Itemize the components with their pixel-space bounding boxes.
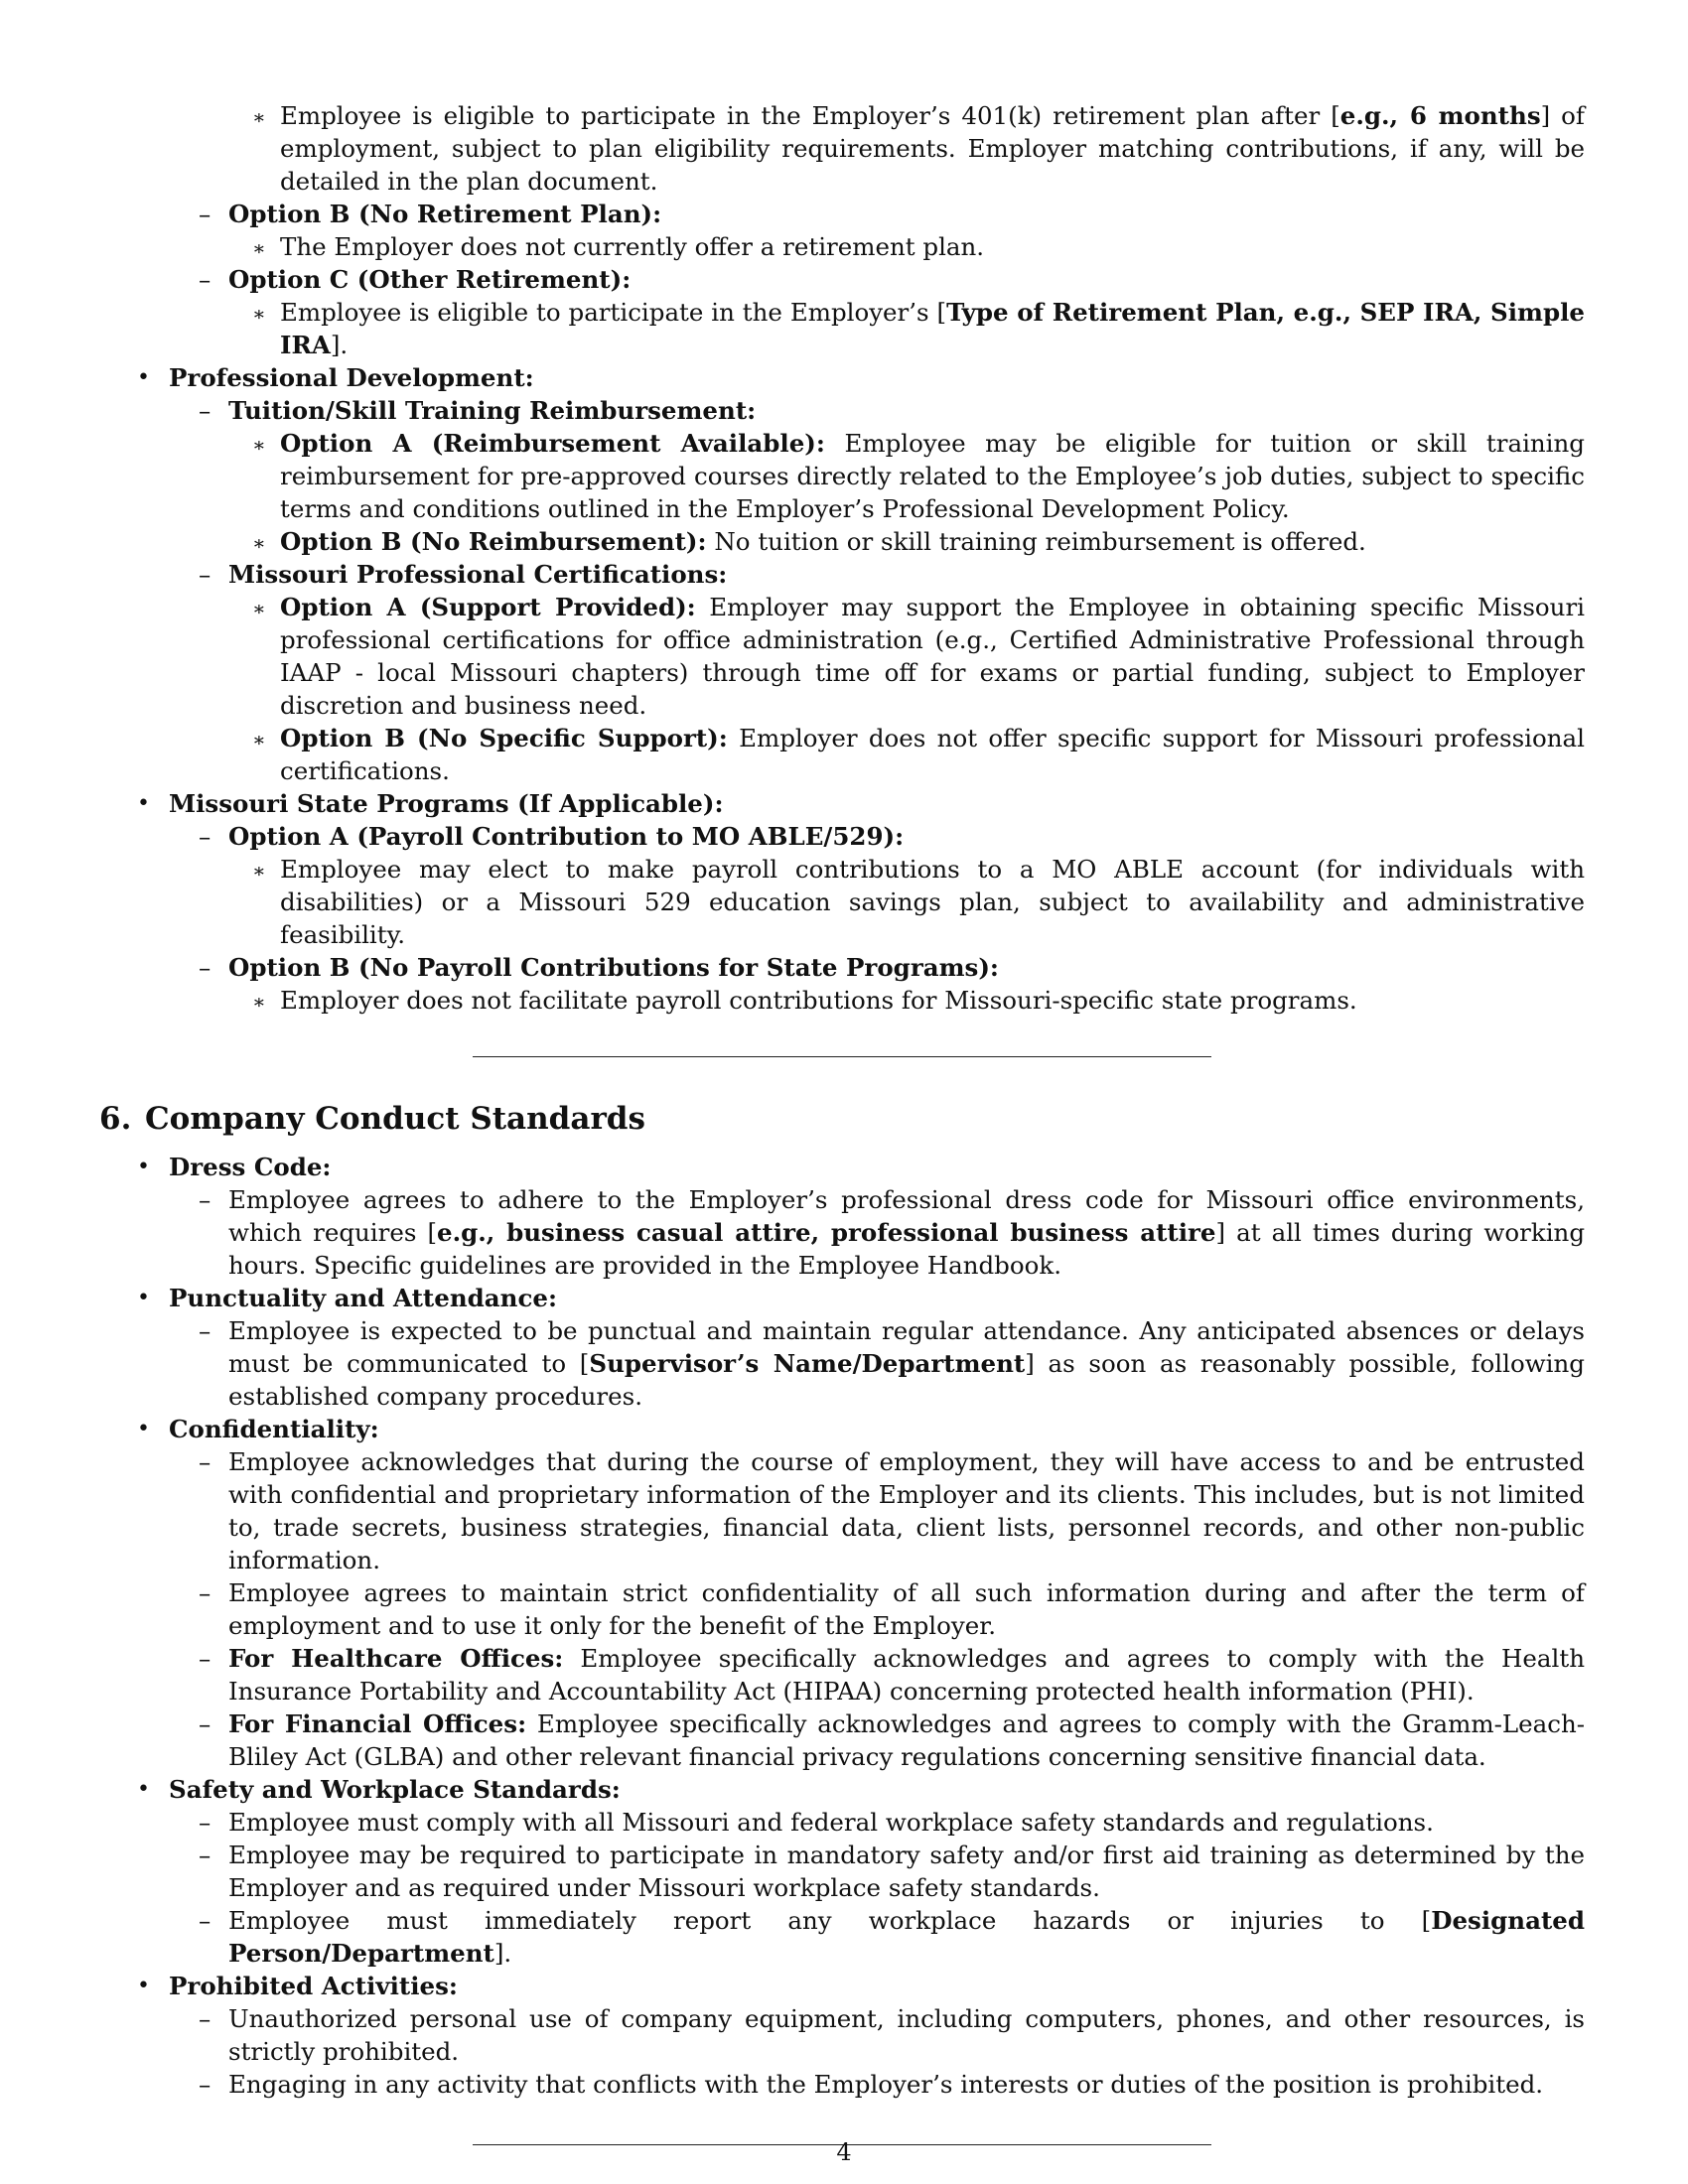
- star-marker: ∗: [252, 531, 266, 555]
- retirement-option-a-item: ∗ Employee is eligible to participate in the Employer’s 401(k) retirement plan after [e.g., 6 months] of employment, subject to plan eligibility requirements. Employer matching contributions, if any, will be detailed in the plan document.: [252, 101, 1585, 196]
- confidentiality-healthcare: – For Healthcare Offices: Employee specifically acknowledges and agrees to comply with the Health Insurance Portability and Accountability Act (HIPAA) concerning protected health information (PHI).: [199, 1644, 1585, 1706]
- dash-marker: –: [199, 2004, 211, 2033]
- retirement-option-b: – Option B (No Retirement Plan):: [199, 200, 662, 228]
- prohibited-item-2: – Engaging in any activity that conflicts with the Employer’s interests or duties of the position is prohibited.: [199, 2070, 1544, 2099]
- bullet-marker: •: [137, 1286, 150, 1310]
- dash-marker: –: [199, 1841, 211, 1869]
- bullet-marker: •: [137, 791, 150, 816]
- missouri-certifications: – Missouri Professional Certifications:: [199, 560, 728, 589]
- confidentiality-financial: – For Financial Offices: Employee specifically acknowledges and agrees to comply with the Gramm-Leach-Bliley Act (GLBA) and other relevant financial privacy regulations concerning sensitive financial data.: [199, 1709, 1586, 1771]
- tuition-reimbursement: – Tuition/Skill Training Reimbursement:: [199, 396, 757, 425]
- star-marker: ∗: [252, 236, 266, 260]
- safety-item-2: – Employee may be required to participate in mandatory safety and/or first aid training as determined by the Employer and as required under Missouri workplace safety standards.: [199, 1841, 1585, 1902]
- confidentiality: • Confidentiality:: [137, 1415, 379, 1443]
- confidentiality-item-2: – Employee agrees to maintain strict confidentiality of all such information during and after the term of employment and to use it only for the benefit of the Employer.: [199, 1578, 1585, 1640]
- confidentiality-item-1: – Employee acknowledges that during the course of employment, they will have access to and be entrusted with confidential and proprietary information of the Employer and its clients. This includes, but is not limited to, trade secrets, business strategies, financial data, client lists, personnel records, and other non-public information.: [199, 1447, 1585, 1574]
- section-title: Company Conduct Standards: [145, 1101, 645, 1137]
- star-marker: ∗: [252, 433, 266, 457]
- dress-code-item: – Employee agrees to adhere to the Employer’s professional dress code for Missouri office environments, which requires [e.g., business casual attire, professional business attire] at all times during working hours. Specific guidelines are provided in the Employee Handbook.: [199, 1185, 1586, 1280]
- dash-marker: –: [199, 1644, 211, 1673]
- retirement-option-c: – Option C (Other Retirement):: [199, 265, 632, 294]
- dash-marker: –: [199, 265, 211, 294]
- bullet-marker: •: [137, 1974, 150, 1998]
- safety-item-1: – Employee must comply with all Missouri and federal workplace safety standards and regulations.: [199, 1808, 1434, 1837]
- dash-marker: –: [199, 1185, 211, 1214]
- star-marker: ∗: [252, 728, 266, 751]
- star-marker: ∗: [252, 990, 266, 1014]
- retirement-option-c-item: ∗ Employee is eligible to participate in the Employer’s [Type of Retirement Plan, e.g., SEP IRA, Simple IRA].: [252, 298, 1585, 359]
- section-number: 6.: [99, 1101, 132, 1137]
- dash-marker: –: [199, 1906, 211, 1935]
- safety-item-3: – Employee must immediately report any workplace hazards or injuries to [Designated Person/Department].: [199, 1906, 1585, 1968]
- bullet-marker: •: [137, 1777, 150, 1802]
- state-programs-option-b: – Option B (No Payroll Contributions for State Programs):: [199, 953, 999, 982]
- punctuality-attendance: • Punctuality and Attendance:: [137, 1284, 557, 1312]
- star-marker: ∗: [252, 105, 266, 129]
- professional-development: • Professional Development:: [137, 363, 534, 392]
- bullet-marker: •: [137, 1417, 150, 1441]
- page-number: 4: [836, 2138, 852, 2166]
- page-content: [99, 99, 1585, 2145]
- certifications-option-b: ∗ Option B (No Specific Support): Employer does not offer specific support for Missouri professional certifications.: [252, 724, 1585, 785]
- dash-marker: –: [199, 1578, 211, 1607]
- missouri-state-programs: • Missouri State Programs (If Applicable):: [137, 789, 724, 818]
- punctuality-item: – Employee is expected to be punctual and maintain regular attendance. Any anticipated absences or delays must be communicated to [Supervisor’s Name/Department] as soon as reasonably possible, following established company procedures.: [199, 1316, 1585, 1411]
- star-marker: ∗: [252, 597, 266, 620]
- tuition-option-b: ∗ Option B (No Reimbursement): No tuition or skill training reimbursement is offered.: [99, 525, 1585, 558]
- tuition-option-a: ∗ Option A (Reimbursement Available): Employee may be eligible for tuition or skill training reimbursement for pre-approved courses directly related to the Employee’s job duties, subject to specific terms and conditions outlined in the Employer’s Professional Development Policy.: [252, 429, 1585, 523]
- dash-marker: –: [199, 200, 211, 228]
- state-programs-option-b-item: ∗ Employer does not facilitate payroll contributions for Missouri-specific state programs.: [99, 984, 1585, 1017]
- bullet-marker: •: [137, 365, 150, 390]
- dash-marker: –: [199, 1447, 211, 1476]
- section-heading: [99, 1099, 1585, 1139]
- horizontal-rule: [473, 1056, 1211, 1057]
- dash-marker: –: [199, 822, 211, 851]
- dash-marker: –: [199, 1808, 211, 1837]
- state-programs-option-a: – Option A (Payroll Contribution to MO ABLE/529):: [199, 822, 905, 851]
- dress-code: • Dress Code:: [137, 1153, 332, 1181]
- retirement-option-b-item: ∗ The Employer does not currently offer a retirement plan.: [99, 230, 1585, 263]
- dash-marker: –: [199, 1316, 211, 1345]
- prohibited-item-1: – Unauthorized personal use of company equipment, including computers, phones, and other resources, is strictly prohibited.: [199, 2004, 1585, 2066]
- dash-marker: –: [199, 396, 211, 425]
- dash-marker: –: [199, 2070, 211, 2099]
- bullet-marker: •: [137, 1155, 150, 1179]
- dash-marker: –: [199, 1709, 211, 1738]
- star-marker: ∗: [252, 859, 266, 883]
- safety-standards: • Safety and Workplace Standards:: [137, 1775, 621, 1804]
- certifications-option-a: ∗ Option A (Support Provided): Employer may support the Employee in obtaining specific Missouri professional certifications for office administration (e.g., Certified Administrative Professional through IAAP - local Missouri chapters) through time off for exams or partial funding, subject to Employer discretion and business need.: [252, 593, 1585, 720]
- prohibited-activities: • Prohibited Activities:: [137, 1972, 458, 2000]
- dash-marker: –: [199, 953, 211, 982]
- star-marker: ∗: [252, 302, 266, 326]
- state-programs-option-a-item: ∗ Employee may elect to make payroll contributions to a MO ABLE account (for individuals with disabilities) or a Missouri 529 education savings plan, subject to availability and administrative feasibility.: [252, 855, 1585, 949]
- dash-marker: –: [199, 560, 211, 589]
